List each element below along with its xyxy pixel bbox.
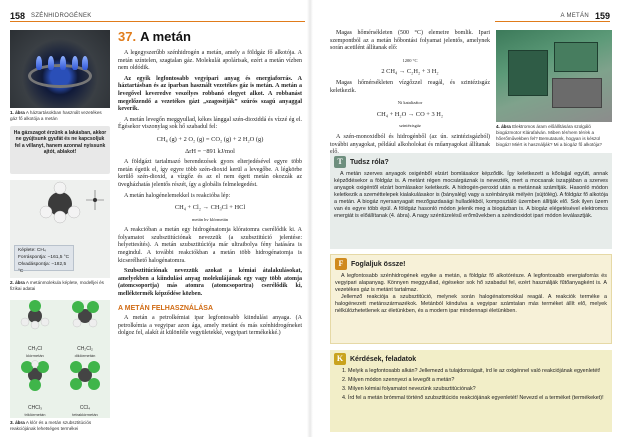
did-you-know-box [330, 153, 612, 249]
lesson-main-column [118, 30, 302, 341]
syngas-condition: Ni katalizátor [397, 100, 423, 106]
question-icon: K [334, 353, 346, 365]
summary-box [330, 254, 612, 344]
right-page-number: 159 [594, 10, 610, 21]
question-item: 1. Melyik a legfontosabb alkán? Jellemezd a tulajdonságait, írd le az oxigénnel való reakciójának egyenletét! [348, 368, 608, 375]
paragraph: Magas hőmérsékleten (500 °C) elemeire bomlik. Ipari szempontból az a metán hőbontási folyamat jelentős, amelynek során acetilént állítanak elő: [330, 30, 490, 52]
chlorination-equation: CH₄ + Cl₂ → CH₃Cl + HCl [174, 204, 246, 212]
molecule-model: CCl₄ tetraklórmetán [60, 359, 110, 418]
left-page-header [10, 12, 305, 22]
engine-block [554, 42, 598, 72]
chlorination-labels: metán hv klórmetán [192, 216, 228, 222]
section-heading: A METÁN FELHASZNÁLÁSA [118, 304, 214, 312]
info-icon: T [334, 156, 346, 168]
enthalpy-value: ΔrH = −891 kJ/mol [185, 147, 235, 155]
flame-icon [72, 56, 78, 70]
questions-box [330, 350, 612, 432]
paragraph: A reakcióban a metán egy hidrogénatomja klóratomra cserélődik ki. A folyamatot szubsztitúciónak nevezzük (a szubsztitúció jelentése: helyettesítés). A metán szubsztitúciója már ultraibolya fény hatására is megindul. A további reakciókban a metán több hidrogénatomja is kicserélhető halogénatomra. [118, 227, 302, 264]
flame-icon [36, 56, 42, 70]
figure-1-caption: 1. ábra A háztartásokban használt vezetékes gáz fő alkotója a metán [10, 110, 102, 121]
paragraph: Az egyik legfontosabb vegyipari anyag és energiaforrás. A háztartásban és az iparban használt vezetékes gáz is metán. A metán a levegővel keveredve veszélyes robbanó elegyet alkot. A robbanást megelőzendő a vezetékes gázt „szagosítják” szúrós szagú anyaggal keverik. [118, 75, 302, 113]
molecule-model: CH₃Cl klórmetán [10, 300, 60, 359]
figure-4-caption: 4. ábra Elektromos áram előállítására szolgáló biogázmotor Klárafalván. Miben tér/nem tér/ek a hőerőművekben fel? Bemutatunk, hogyan is készül biogáz! Miért is használják? Mi a biogáz fő alkotója? [496, 124, 602, 147]
right-text-column [330, 30, 490, 160]
left-section-title: SZÉNHIDROGÉNEK [31, 12, 92, 19]
methane-data-card: Képlete: CH₄ Forráspontja: −161,5 °C Olvadáspontja: −182,5 °C [14, 245, 74, 271]
right-section-title: A METÁN [560, 12, 589, 19]
paragraph: A metán a petrolkémiai ipar legfontosabb kiindulási anyaga. (A petrolkémia a vegyipar azon ága, amely metánt és más szénhidrogéneket dolgoz fel, alakít át különféle vegyületekké, vegyipari termékekké.) [118, 315, 302, 337]
paragraph: A legegyszerűbb szénhidrogén a metán, amely a földgáz fő alkotója. A metán színtelen, szagtalan gáz. Molekulái apolárisak, ezért a metán vízben nem oldódik. [118, 50, 302, 72]
gas-flame-photo [10, 30, 110, 108]
paragraph: A földgázt tartalmazó berendezések gyors elterjedésével egyre több metán égetik el, így egyre több szén-dioxid kerül a levegőbe. A légkörbe kerülő szén-dioxid, a vízgőz és az el nem égett metán okozzák az üvegházhatás jelentős részét, így a globális felmelegedést. [118, 159, 302, 188]
box-text: Jellemző reakciója a szubsztitúció, melynek során halogénatomokkal reagál. A reakciók terméke a halogénezett metánszármazékok. Metánból kiindulva a vegyipar számtalan más terméket állít elő, melyek nélkülözhetetlenek az életünkben, és a modern ipar mindennapi életünkben. [335, 294, 607, 314]
chloromethane-models [10, 300, 110, 418]
question-list [334, 368, 608, 402]
syngas-label: szintézisgáz [399, 123, 421, 129]
question-item: 3. Milyen kémiai folyamatot nevezünk szubsztitúciónak? [348, 386, 608, 393]
question-item: 2. Milyen módon szennyezi a levegőt a metán? [348, 377, 608, 384]
chapter-title: 37. A metán [118, 29, 191, 44]
question-item: 4. Írd fel a metán brómmal történő szubsztitúciós reakciójának egyenletét! Nevezd el a terméket (termékeket)! [348, 395, 608, 402]
acetylene-equation: 2 CH₄ → C₂H₂ + 3 H₂ [381, 68, 439, 76]
combustion-equation: CH₄ (g) + 2 O₂ (g) = CO₂ (g) + 2 H₂O (g) [156, 135, 264, 143]
page-gutter [307, 0, 313, 437]
engine-block [552, 78, 602, 108]
box-title: Kérdések, feladatok [350, 355, 417, 363]
paragraph: A metán halogénelemekkel is reakcióba lép: [124, 192, 231, 199]
paragraph: Magas hőmérsékleten vízgőzzel reagál, és szintézisgáz keletkezik. [330, 79, 490, 94]
flame-icon [48, 56, 54, 70]
flame-icon [82, 56, 88, 70]
box-title: Tudsz róla? [350, 158, 389, 166]
figure-3-caption: 3. ábra A klór és a metán szubsztitúciós reakciójának lehetséges termékei [10, 420, 92, 431]
paragraph: A metán levegőn meggyullad, kékes lánggal szén-dioxiddá és vízzé ég el. Égésekor viszonylag sok hő szabadul fel: [118, 116, 302, 131]
engine-block [508, 50, 548, 96]
gas-warning-box: Ha gázszagot érzünk a lakásban, akkor ne gyújtsunk gyufát és ne kapcsoljuk fel a villanyt, hanem azonnal nyissunk ajtót, ablakot! [10, 126, 110, 174]
molecule-model: CH₂Cl₂ diklórmetán [60, 300, 110, 359]
figure-2-caption: 2. ábra A metánmolekula képlete, modelljei és fizikai adatai [10, 280, 104, 291]
box-title: Foglaljuk össze! [351, 260, 406, 268]
left-page-number: 158 [10, 10, 26, 21]
syngas-equation: CH₄ + H₂O → CO + 3 H₂ [376, 110, 444, 118]
summary-icon: F [335, 258, 347, 270]
right-page-header [495, 12, 610, 22]
box-text: A metán szerves anyagok oxigénből elzárt bomlásakor képződik. Így keletkezett a kőolajjal együtt, annak képződésekor a földgáz is. A metánt régen mocsárgáznak is nevezték, mert a mocsarak iszapjában a szerves anyagok oxigéntől elzárt bomlásakor keletkezik. A hidrogén-peroxid után a metánnak számítják. Hasonló módon keletkezik a szeméttelepek kialakulásakor is (bányalég) vagy a szénbányák mélyén (sújtólég). A földgáz fő alkotója a metán. A biogáz nyersanyagait mezőgazdasági hulladékból, komposztáló üzemben állítják elő. Sok ilyen üzem van és egyre több épül. A földgáz hasonló módon jelenik meg a biogázban is. A biogáz elégetésével elektromos energiát is előállítanak (4. ábra). A nagy széntüzelésű erőművekben a széndioxidot ipari módon leválasztják. [334, 171, 608, 219]
acetylene-condition: 1200 °C [402, 57, 418, 63]
biogas-engine-photo [496, 30, 612, 122]
definition-paragraph: Szubsztitúciónak nevezzük azokat a kémiai átalakulásokat, amelyekben a kiindulási anyag molekulájának egy vagy több atomja (atomcsoportja) más atomra (atomcsoportra) cserélődik ki, melléktermék képződése közben. [118, 268, 302, 298]
paragraph: A szén-monoxidból és hidrogénből (az ún. szintézisgázból) további anyagokat, például alkoholokat és műanyagokat állítanak [330, 133, 490, 148]
flame-icon [60, 56, 66, 70]
molecule-model: CHCl₃ triklórmetán [10, 359, 60, 418]
box-text: A legfontosabb szénhidrogének egyike a metán, a földgáz fő alkotórésze. A legfontosabb energiaforrás és vegyipari alapanyag. Könnyen meggyullad, égésekor sok hő szabadul fel, ezért használják fűtőanyagként is. A vezetékes gáz is metánt tartalmaz. [335, 273, 607, 293]
